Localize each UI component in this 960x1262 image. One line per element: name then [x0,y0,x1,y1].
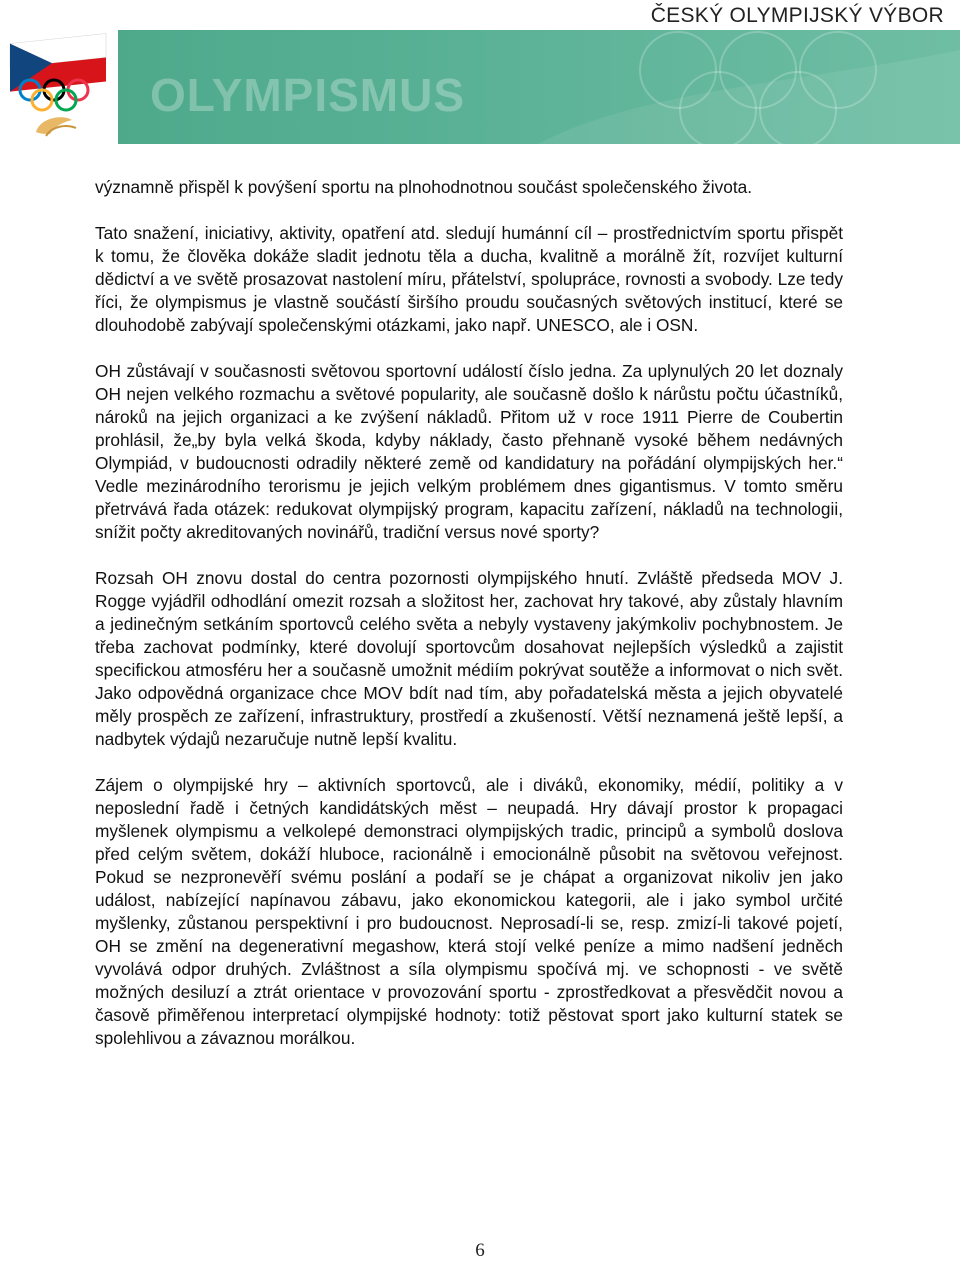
paragraph: významně přispěl k povýšení sportu na plnohodnotnou součást společenského života. [95,177,753,197]
document-body [95,176,843,1073]
paragraph: Rozsah OH znovu dostal do centra pozornosti olympijského hnutí. Zvláště předseda MOV J. Rogge vyjádřil odhodlání omezit rozsah a složitost her, zachovat hry takové, aby zůstaly hlavním a jedinečným setkáním sportovců celého světa a nebyly vystaveny jakýmkoliv pochybnostem. Je třeba zachovat podmínky, které dovolují sportovcům dosahovat nejlepších výsledků a zajistit specifickou atmosféru her a současně umožnit médiím pokrývat soutěže a informovat o nich svět. Jako odpovědná organizace chce MOV bdít nad tím, aby pořadatelská města a jejich obyvatelé měly prospěch ze zařízení, infrastruktury, prostředí a zkušeností. Větší neznamená ještě lepší, a nadbytek výdajů nezaručuje nutně lepší kvalitu. [95,568,843,749]
paragraph: Tato snažení, iniciativy, aktivity, opatření atd. sledují humánní cíl – prostřednictvím sportu přispět k tomu, že člověka dokáže sladit jednotu těla a ducha, kvalitně a morálně žít, rozvíjet kulturní dědictví a ve světě prosazovat nastolení míru, přátelství, spolupráce, rovnosti a svobody. Lze tedy říci, že olympismus je vlastně součástí širšího proudu současných světových institucí, které se dlouhodobě zabývají společenskými otázkami, jako např. UNESCO, ale i OSN. [95,223,843,335]
paragraph: OH zůstávají v současnosti světovou sportovní událostí číslo jedna. Za uplynulých 20 let doznaly OH nejen velkého rozmachu a světové popularity, ale současně došlo k nárůstu počtu účastníků, nároků na jejich organizaci a ke zvýšení nákladů. Přitom už v roce 1911 Pierre de Coubertin prohlásil, že„by byla velká škoda, kdyby náklady, často přehnaně vysoké během nedávných Olympiád, v budoucnosti odradily některé země od kandidatury na pořádání olympijských her.“ Vedle mezinárodního terorismu je jejich velkým problémem dnes gigantismus. V tomto směru přetrvává řada otázek: redukovat olympijský program, kapacitu zařízení, nákladů na technologii, snížit počty akreditovaných novinářů, tradiční versus nové sporty? [95,361,843,542]
page-number: 6 [475,1240,485,1261]
header-banner [118,30,960,144]
paragraph: Zájem o olympijské hry – aktivních sportovců, ale i diváků, ekonomiky, médií, politiky a v neposlední řadě i četných kandidátských měst – neupadá. Hry dávají prostor k propagaci myšlenek olympismu a velkolepé demonstraci olympijských tradic, principů a symbolů doslova před celým světem, dokáží hluboce, racionálně i emocionálně působit na světovou veřejnost. Pokud se nezpronevěří svému poslání a podaří se je chápat a organizovat nikoliv jen jako událost, nabízející napínavou zábavu, jako ekonomickou kategorii, ale i jako symbol určité myšlenky, zůstanou perspektivní i pro budoucnost. Neprosadí-li se, resp. zmizí-li takové pojetí, OH se změní na degenerativní megashow, která stojí velké peníze a mimo nadšení jedněch vyvolává odpor druhých. Zvláštnost a síla olympismu spočívá mj. ve schopnosti - ve světě možných desiluzí a ztrát orientace v provozování sportu - zprostředkovat a přesvědčit novou a časově přiměřenou interpretací olympijské hodnoty: totiž pěstovat sport jako kulturní statek se spolehlivou a závaznou morálkou. [95,775,843,1048]
organization-title: ČESKÝ OLYMPIJSKÝ VÝBOR [650,4,944,27]
czech-olympic-committee-logo-icon [6,30,112,140]
banner-title: OLYMPISMUS [150,69,466,121]
